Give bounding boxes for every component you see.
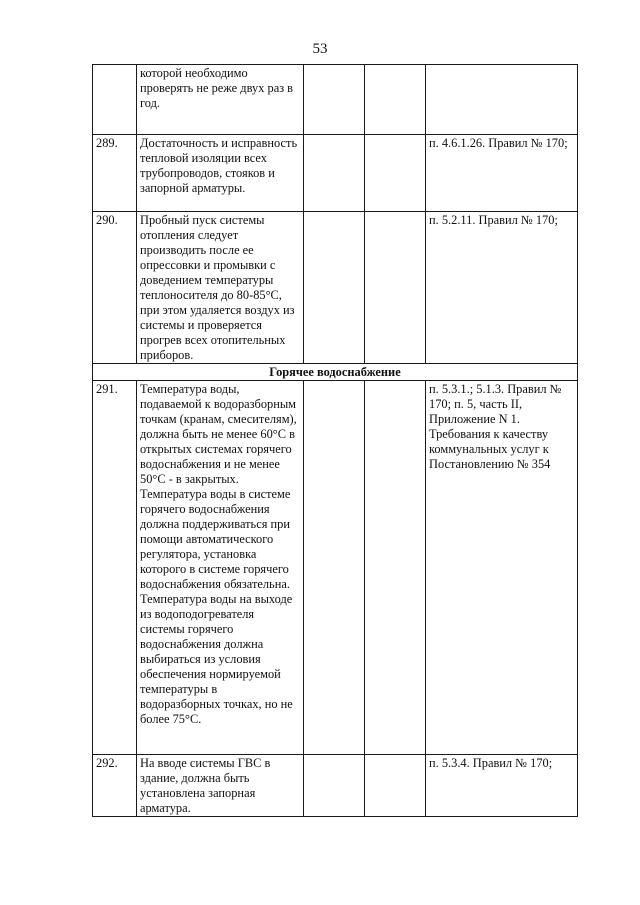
requirement-cell — [137, 212, 304, 364]
reference-cell — [426, 135, 578, 212]
reference-text: п. 5.2.11. Правил № 170; — [429, 213, 558, 227]
requirement-cell — [137, 135, 304, 212]
reference-text: п. 5.3.1.; 5.1.3. Правил № 170; п. 5, часть II, Приложение N 1. Требования к качеству коммунальных услуг к Постановлению № 354 — [429, 382, 562, 471]
empty-cell — [304, 755, 365, 817]
row-number: 291. — [93, 381, 137, 755]
table-row — [93, 381, 578, 755]
requirement-text: Пробный пуск системы отопления следует производить после ее опрессовки и промывки с доведением температуры теплоносителя до 80-85°С, при этом удаляется воздух из системы и проверяется прогрев всех отопительных приборов. — [140, 213, 295, 362]
page-number: 53 — [312, 41, 328, 57]
table-row — [93, 135, 578, 212]
requirement-cell — [137, 381, 304, 755]
requirements-table — [92, 64, 578, 817]
reference-cell — [426, 212, 578, 364]
table-row — [93, 212, 578, 364]
requirement-text: Достаточность и исправность тепловой изоляции всех трубопроводов, стояков и запорной арматуры. — [140, 136, 298, 195]
empty-cell — [304, 212, 365, 364]
section-title: Горячее водоснабжение — [93, 364, 578, 381]
empty-cell — [365, 755, 426, 817]
section-row — [93, 364, 578, 381]
reference-cell — [426, 381, 578, 755]
empty-cell — [304, 135, 365, 212]
empty-cell — [304, 65, 365, 135]
table-row — [93, 755, 578, 817]
empty-cell — [365, 212, 426, 364]
empty-cell — [365, 381, 426, 755]
reference-text: п. 4.6.1.26. Правил № 170; — [429, 136, 568, 150]
requirement-cell — [137, 755, 304, 817]
row-number: 289. — [93, 135, 137, 212]
empty-cell — [365, 65, 426, 135]
requirement-cell — [137, 65, 304, 135]
row-number: 290. — [93, 212, 137, 364]
table-row — [93, 65, 578, 135]
reference-text: п. 5.3.4. Правил № 170; — [429, 756, 553, 770]
row-number: 292. — [93, 755, 137, 817]
requirement-text: Температура воды, подаваемой к водоразборным точкам (кранам, смесителям), должна быть не менее 60°С в открытых системах горячего водоснабжения и не менее 50°С - в закрытых. Температура воды в системе горячего водоснабжения должна поддерживаться при помощи автоматического регулятора, установка которого в системе горячего водоснабжения обязательна. Температура воды на выходе из водоподогревателя системы горячего водоснабжения должна выбираться из условия обеспечения нормируемой температуры в водоразборных точках, но не более 75°С. — [140, 382, 297, 726]
requirement-text: которой необходимо проверять не реже двух раз в год. — [140, 66, 294, 110]
requirement-text: На вводе системы ГВС в здание, должна быть установлена запорная арматура. — [140, 756, 271, 815]
reference-cell — [426, 755, 578, 817]
empty-cell — [304, 381, 365, 755]
reference-cell — [426, 65, 578, 135]
empty-cell — [365, 135, 426, 212]
row-number — [93, 65, 137, 135]
